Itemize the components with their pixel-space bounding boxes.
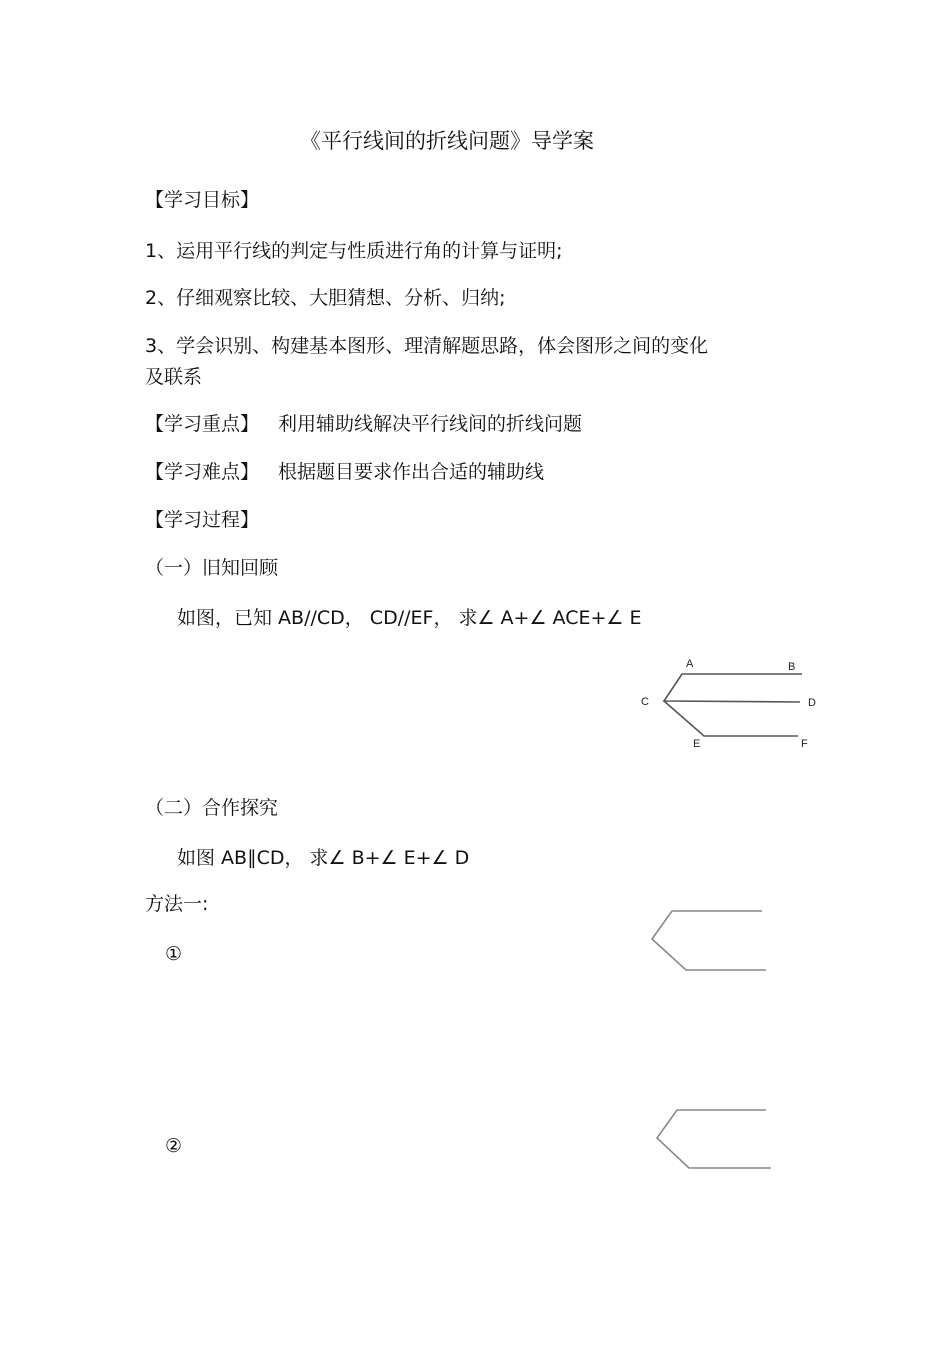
objective-2: 2、仔细观察比较、大胆猜想、分析、归纳; — [145, 287, 506, 309]
segment-b-a-c-d — [664, 674, 802, 702]
difficulty-text: 根据题目要求作出合适的辅助线 — [278, 461, 545, 483]
objective-1: 1、运用平行线的判定与性质进行角的计算与证明; — [145, 240, 563, 262]
key-point-label: 【学习重点】 — [145, 413, 260, 435]
bend-2-path — [657, 1110, 771, 1168]
label-a: A — [686, 658, 694, 670]
bend-1-path — [652, 911, 766, 970]
process-heading: 【学习过程】 — [145, 509, 260, 531]
difficulty-label: 【学习难点】 — [145, 461, 260, 483]
section1-problem: 如图，已知 AB//CD， CD//EF， 求∠ A+∠ ACE+∠ E — [177, 607, 642, 629]
label-d: D — [808, 697, 816, 709]
circle-one: ① — [165, 943, 183, 965]
page-title: 《平行线间的折线问题》导学案 — [300, 129, 594, 153]
section1-heading: （一）旧知回顾 — [145, 557, 279, 579]
label-f: F — [801, 738, 808, 750]
segment-c-e-f — [664, 701, 798, 736]
label-e: E — [693, 738, 701, 750]
section2-heading: （二）合作探究 — [145, 797, 279, 819]
objectives-heading: 【学习目标】 — [145, 189, 260, 211]
key-point-text: 利用辅助线解决平行线间的折线问题 — [278, 413, 583, 435]
figure-zigzag-acef — [630, 655, 830, 755]
label-b: B — [788, 661, 796, 673]
section2-problem: 如图 AB∥CD， 求∠ B+∠ E+∠ D — [177, 847, 470, 869]
method-one-label: 方法一: — [145, 893, 209, 915]
objective-3: 3、学会识别、构建基本图形、理清解题思路，体会图形之间的变化 — [145, 335, 709, 357]
figure-bend-1 — [640, 905, 770, 975]
figure-bend-2 — [645, 1104, 780, 1174]
circle-two: ② — [165, 1135, 183, 1157]
objective-3-continued: 及联系 — [145, 366, 203, 388]
label-c: C — [641, 696, 649, 708]
